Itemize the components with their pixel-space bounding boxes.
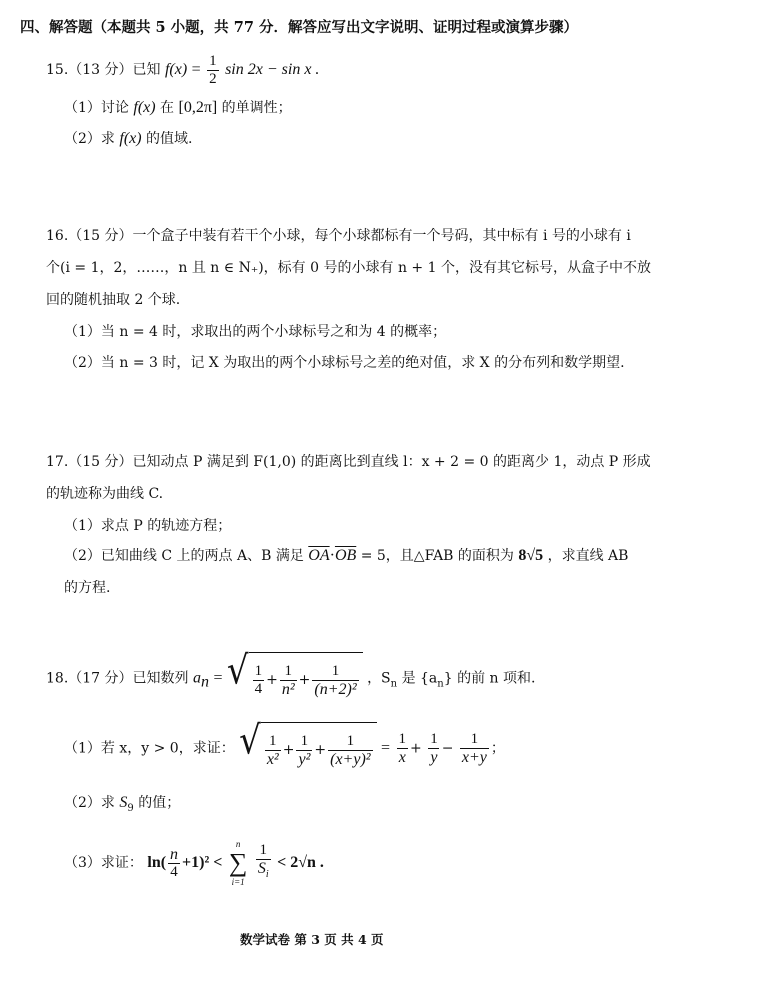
- q15-stem: [46, 52, 319, 88]
- q15-part2: （2）求 f(x) 的值域.: [64, 130, 193, 147]
- triangle-area: 8√5: [518, 547, 544, 564]
- q15-lead: 15.（13 分）已知: [46, 62, 161, 78]
- q16-line1: 16.（15 分）一个盒子中装有若干个小球，每个小球都标有一个号码，其中标有 i 号的小球有 i: [46, 228, 631, 244]
- q15-fx: f(x): [164, 61, 188, 78]
- vector-ob: $\overline{OB}$: [334, 547, 357, 564]
- page-footer: 数学试卷 第 3 页 共 4 页: [240, 932, 384, 947]
- q16-part1: （1）当 n = 4 时，求取出的两个小球标号之和为 4 的概率；: [64, 324, 447, 340]
- q17-part1: （1）求点 P 的轨迹方程；: [64, 518, 232, 534]
- q18-part2: （2）求 $S_9$ 的值；: [64, 794, 181, 814]
- q15-rest: sin 2x − sin x .: [225, 61, 320, 78]
- q16-part2: （2）当 n = 3 时，记 X 为取出的两个小球标号之差的绝对值，求 X 的分布列和数学期望.: [64, 355, 625, 371]
- q18-part1: （1）若 x，y > 0，求证： √ $\frac{1}{\text{x²}}$ + $\frac{1}{\text{y²}}$ + $\frac{1}{\text{(x+y)²}}$ = $\frac{1}{x}$ + $\frac{1}{y}$ − $\frac{1}{x+y}$ ；: [64, 722, 505, 775]
- q17-part2: （2）已知曲线 C 上的两点 A、B 满足 $\overline{OA}\cdot\overline{OB} = 5$，且△FAB 的面积为 8√5 ，求直线 AB: [64, 547, 629, 564]
- q15-part1: （1）讨论 f(x) 在 [0,2π] 的单调性；: [64, 99, 292, 116]
- q16-line2: 个(i = 1，2，……，n 且 n ∈ N₊)，标有 0 号的小球有 n + 1 个，没有其它标号，从盒子中不放: [46, 260, 651, 276]
- q18-part3: （3）求证： ln( $\frac{n}{4}$ +1)² < n ∑ i=1 $\frac{1}{S_i}$ < 2√n .: [64, 839, 324, 887]
- q17-line1: 17.（15 分）已知动点 P 满足到 F(1,0) 的距离比到直线 l：x + 2 = 0 的距离少 1，动点 P 形成: [46, 454, 651, 470]
- q15-half: $\frac{1}{2}$: [209, 52, 217, 87]
- q18-p1-sqrt: √ $\frac{1}{\text{x²}}$ + $\frac{1}{\text{y²}}$ + $\frac{1}{\text{(x+y)²}}$: [239, 722, 376, 775]
- q18-sqrt: √ $\frac{1}{4}$ + $\frac{1}{\text{n²}}$ + $\frac{1}{\text{(n+2)²}}$: [227, 652, 363, 705]
- q17-part2-cont: 的方程.: [64, 580, 111, 596]
- q15-eq: =: [191, 61, 201, 78]
- section-header: 四、解答题（本题共 5 小题，共 77 分．解答应写出文字说明、证明过程或演算步骤）: [20, 19, 578, 36]
- sum-symbol: n ∑ i=1: [228, 839, 248, 887]
- q17-line2: 的轨迹称为曲线 C.: [46, 486, 164, 502]
- vector-oa: $\overline{OA}$: [308, 547, 330, 564]
- q16-line3: 回的随机抽取 2 个球.: [46, 292, 181, 308]
- q18-stem: 18.（17 分）已知数列 $a_n$ = √ $\frac{1}{4}$ + $\frac{1}{\text{n²}}$ + $\frac{1}{\text{(n+2)²}}$ ，$S_n$ 是 $\{a_n\}$ 的前 n 项和.: [46, 652, 535, 709]
